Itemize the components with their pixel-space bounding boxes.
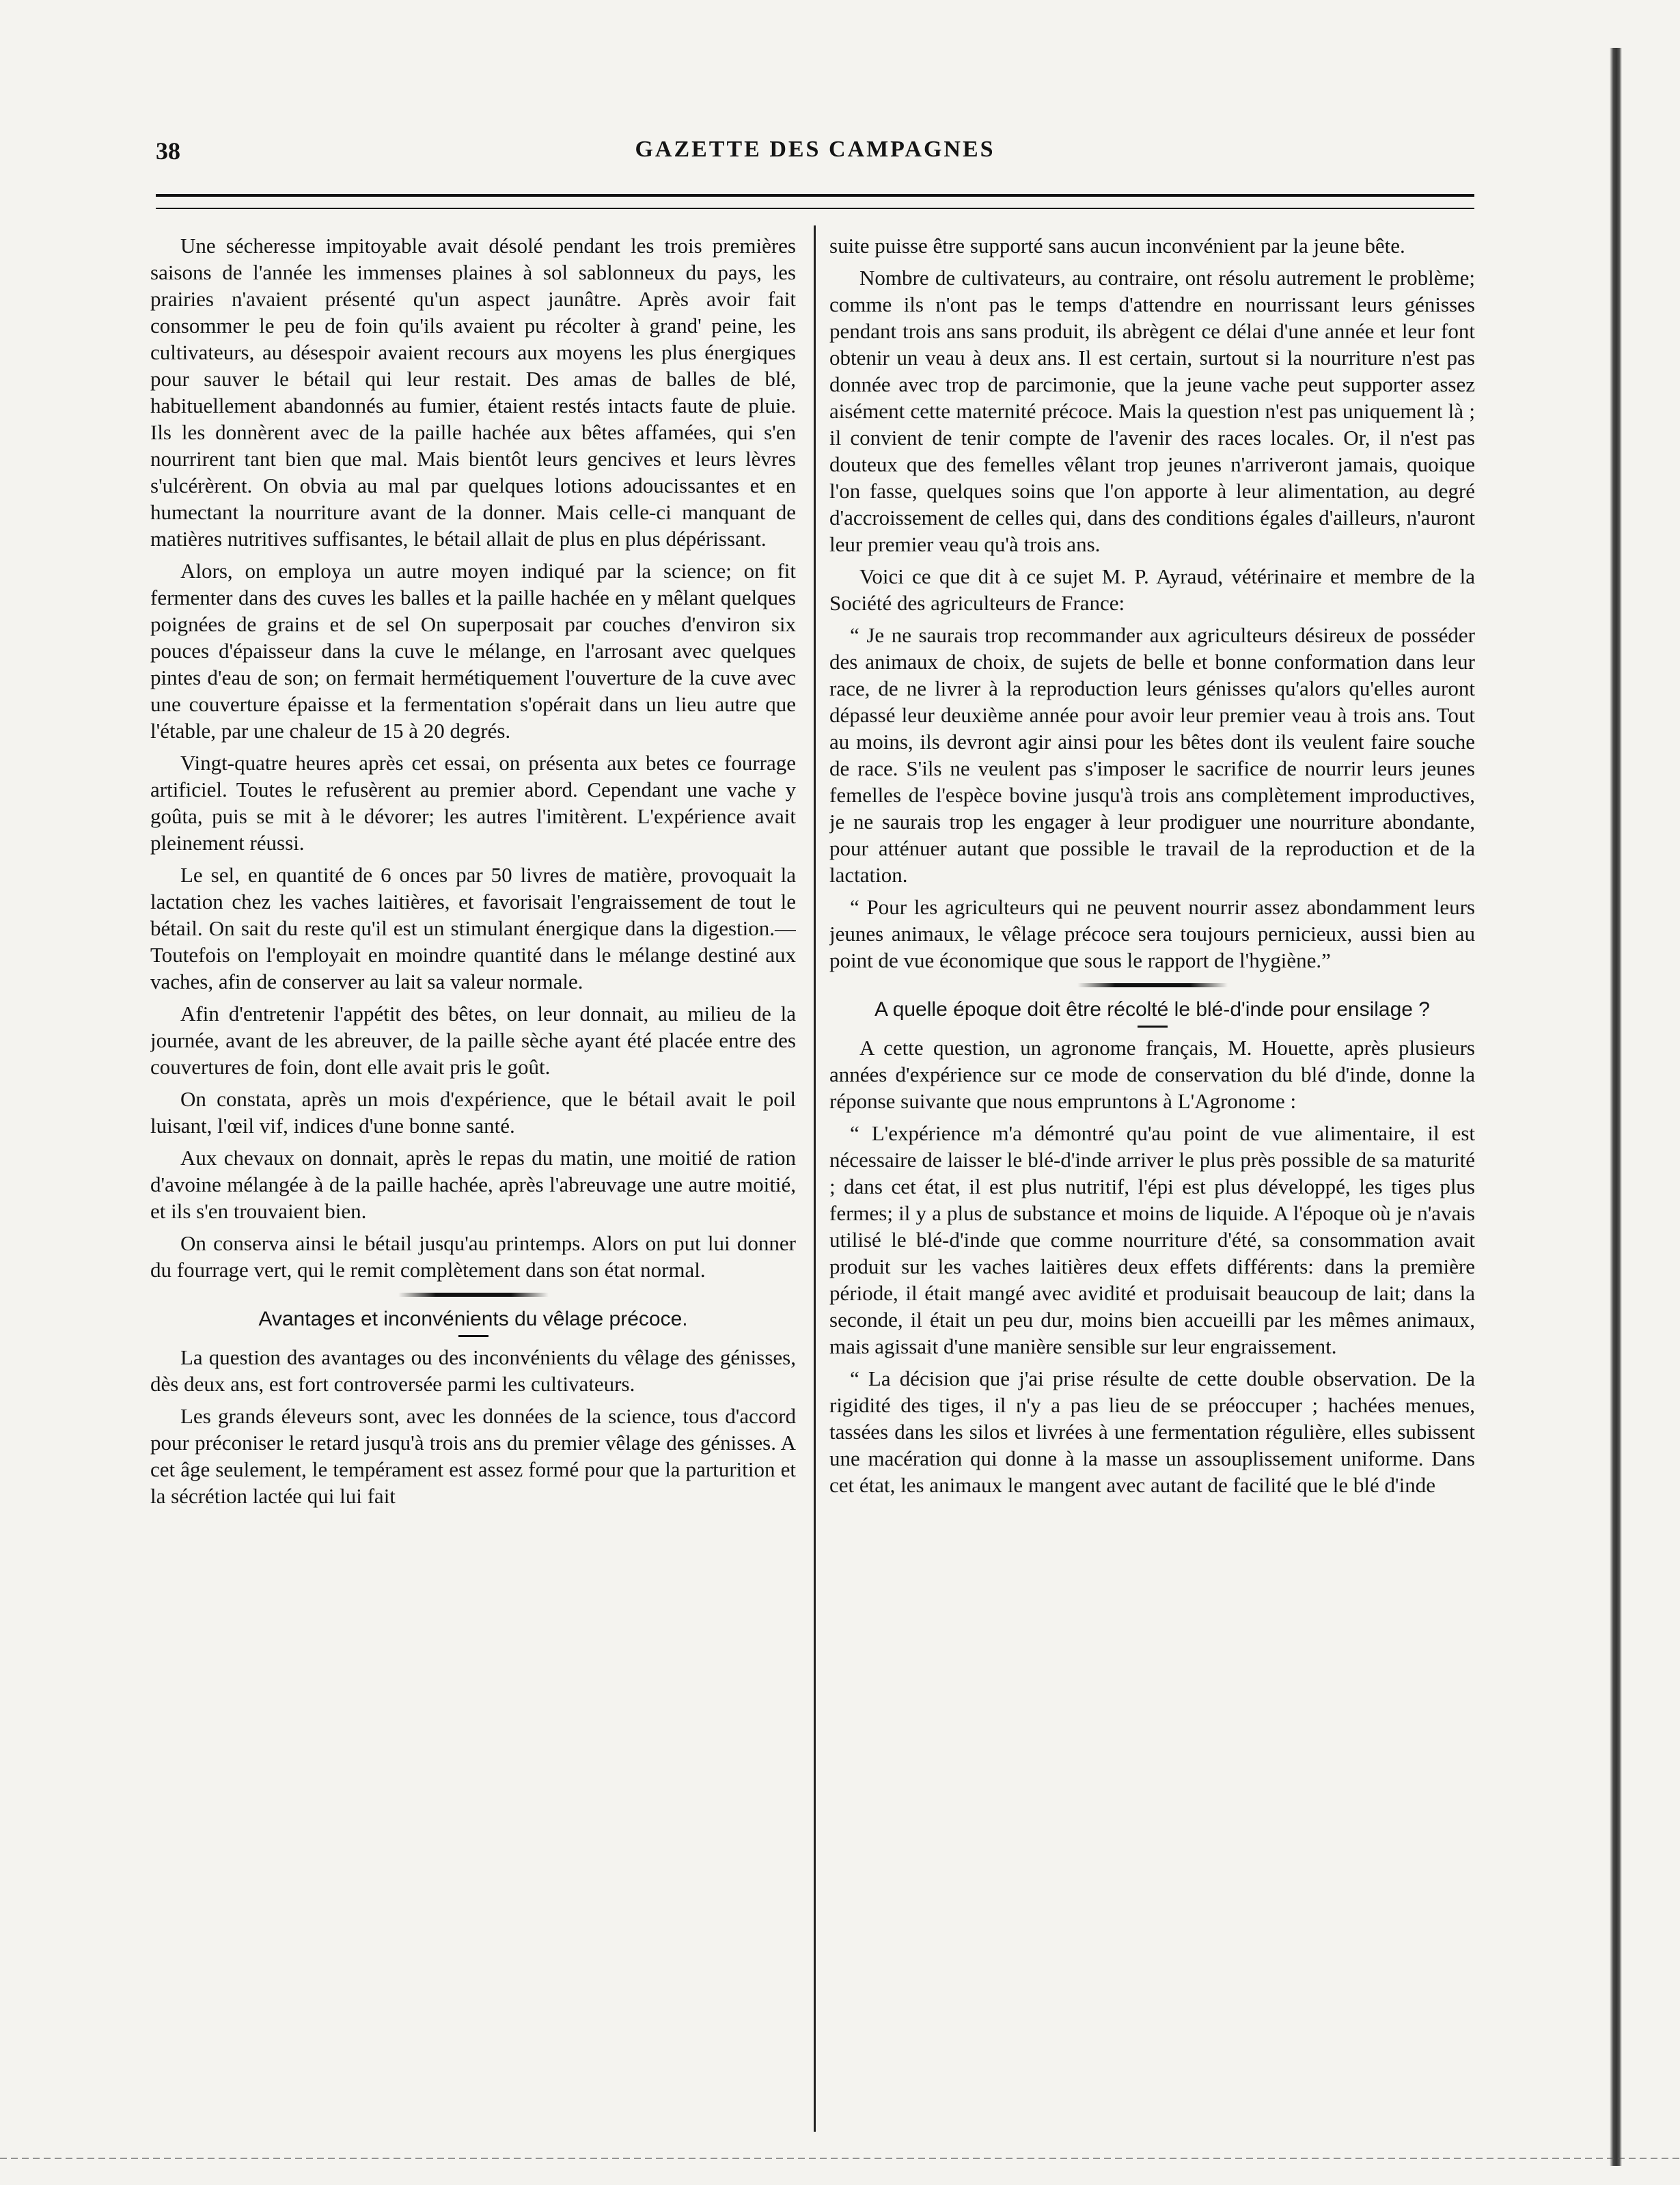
header-rule <box>156 194 1474 209</box>
paragraph: Le sel, en quantité de 6 onces par 50 livres de matière, provoquait la lactation chez les vaches laitières, et favorisait l'engraissement de tout le bétail. On sait du reste qu'il est un stimulant énergique dans la digestion.—Toutefois on l'employait en moindre quantité dans le mélange destiné aux vaches, afin de conserver au lait sa valeur normale. <box>150 863 796 993</box>
paragraph: On constata, après un mois d'expérience, que le bétail avait le poil luisant, l'œil vif, indices d'une bonne santé. <box>150 1087 796 1138</box>
paragraph: A cette question, un agronome français, M. Houette, après plusieurs années d'expérience sur ce mode de conservation du blé d'inde, donne la réponse suivante que nous empruntons à L'Agronome : <box>829 1036 1475 1113</box>
heading-dash <box>458 1335 488 1337</box>
heading-dash <box>1138 1026 1168 1028</box>
paragraph: On conserva ainsi le bétail jusqu'au printemps. Alors on put lui donner du fourrage vert, qui le remit complètement dans son état normal. <box>150 1231 796 1282</box>
paragraph: suite puisse être supporté sans aucun inconvénient par la jeune bête. <box>829 234 1405 258</box>
section-heading: Avantages et inconvénients du vêlage précoce. <box>258 1308 688 1330</box>
paragraph: Alors, on employa un autre moyen indiqué par la science; on fit fermenter dans des cuves les balles et la paille hachée en y mêlant quelques poignées de grains et de sel On superposait par couches d'environ six pouces d'épaisseur dans la cuve le mélange, en l'arrosant avec quelques pintes d'eau de son; on fermait hermétiquement l'ouverture de la cuve avec une couverture épaisse et la fermentation s'opérait dans un lieu autre que l'étable, par une chaleur de 15 à 20 degrés. <box>150 559 796 743</box>
quote-paragraph: “ L'expérience m'a démontré qu'au point de vue alimentaire, il est nécessaire de laisser le blé-d'inde arriver le plus près possible de sa maturité ; dans cet état, il est plus nutritif, l'épi est plus développé, les tiges plus fermes; il y a plus de substance et moins de liquide. A l'époque où je n'avais utilisé le blé-d'inde que comme nourriture d'été, sa consommation avait produit sur les vaches laitières deux effets différents: dans la première période, il était mangé avec avidité et produisait beaucoup de lait; dans la seconde, il était un peu dur, moins bien accueilli par les mêmes animaux, mais agissait d'une manière sensible sur leur engraissement. <box>829 1121 1475 1358</box>
page-number: 38 <box>156 137 180 165</box>
paragraph: Une sécheresse impitoyable avait désolé pendant les trois premières saisons de l'année les immenses plaines à sol sablonneux du pays, les prairies n'avaient présenté qu'un aspect jaunâtre. Après avoir fait consommer le peu de foin qu'ils avaient pu récolter à grand' peine, les cultivateurs, au désespoir avaient recours aux moyens les plus énergiques pour sauver le bétail qui leur restait. Des amas de balles de blé, habituellement abandonnés au fumier, étaient restés intacts faute de pluie. Ils les donnèrent avec de la paille hachée aux bêtes affamées, qui s'en nourrirent tant bien que mal. Mais bientôt leurs gencives et leurs lèvres s'ulcérèrent. On obvia au mal par quelques lotions adoucissantes et en humectant la nourriture avant de la donner. Mais celle-ci manquant de matières nutritives suffisantes, le bétail allait de plus en plus dépérissant. <box>150 234 796 551</box>
paragraph: Aux chevaux on donnait, après le repas du matin, une moitié de ration d'avoine mélangée à de la paille hachée, après l'abreuvage une autre moitié, et ils s'en trouvaient bien. <box>150 1146 796 1223</box>
page-binding-edge <box>1610 48 1622 2166</box>
quote-paragraph: “ La décision que j'ai prise résulte de cette double observation. De la rigidité des tiges, il n'y a pas lieu de se préoccuper ; hachées menues, tassées dans les silos et livrées à une fermentation régulière, elles subissent une macération qui donne à la masse un assouplissement uniforme. Dans cet état, les animaux le mangent avec autant de facilité que le blé d'inde <box>829 1366 1475 1497</box>
paragraph: Nombre de cultivateurs, au contraire, ont résolu autrement le problème; comme ils n'ont pas le temps d'attendre en nourrissant leurs génisses pendant trois ans sans produit, ils abrègent ce délai d'une année et leur font obtenir un veau à deux ans. Il est certain, surtout si la nourriture n'est pas donnée avec trop de parcimonie, que la jeune vache peut supporter assez aisément cette maternité précoce. Mais la question n'est pas uniquement là ; il convient de tenir compte de l'avenir des races locales. Or, il n'est pas douteux que des femelles vêlant trop jeunes n'arriveront jamais, quoique l'on fasse, quelques soins que l'on apporte à leur alimentation, au degré d'accroissement de celles qui, dans des conditions égales d'ailleurs, n'auront leur premier veau qu'à trois ans. <box>829 266 1475 556</box>
paragraph: Les grands éleveurs sont, avec les données de la science, tous d'accord pour préconiser le retard jusqu'à trois ans du premier vêlage des génisses. A cet âge seulement, le tempérament est assez formé pour que la parturition et la sécrétion lactée qui lui fait <box>150 1404 796 1508</box>
paragraph: Afin d'entretenir l'appétit des bêtes, on leur donnait, au milieu de la journée, avant de les abreuver, de la paille sèche ayant été placée entre des couvertures de foin, dont elle avait pris le goût. <box>150 1002 796 1079</box>
bottom-rule <box>0 2158 1680 2159</box>
running-title: GAZETTE DES CAMPAGNES <box>635 137 995 162</box>
left-column <box>150 232 796 2111</box>
paragraph: Voici ce que dit à ce sujet M. P. Ayraud, vétérinaire et membre de la Société des agriculteurs de France: <box>829 564 1475 615</box>
section-heading: A quelle époque doit être récolté le blé-d'inde pour ensilage ? <box>875 998 1430 1021</box>
quote-paragraph: “ Je ne saurais trop recommander aux agriculteurs désireux de posséder des animaux de choix, de sujets de belle et bonne conformation dans leur race, de ne livrer à la reproduction leurs génisses qu'alors qu'elles auront dépassé leur deuxième année pour avoir leur premier veau à trois ans. Tout au moins, ils devront agir ainsi pour les bêtes dont ils veulent faire souche de race. S'ils ne veulent pas s'imposer le sacrifice de nourrir leurs jeunes femelles de l'espèce bovine jusqu'à trois ans complètement improductives, je ne saurais trop les engager à leur prodiguer une nourriture abondante, pour atténuer autant que possible le travail de la reproduction et de la lactation. <box>829 623 1475 887</box>
section-separator <box>1077 983 1228 987</box>
section-separator <box>398 1293 549 1297</box>
right-column <box>829 232 1475 2111</box>
column-divider <box>814 225 816 2132</box>
page-header <box>156 137 1474 178</box>
paragraph: La question des avantages ou des inconvénients du vêlage des génisses, dès deux ans, est fort controversée parmi les cultivateurs. <box>150 1345 796 1396</box>
quote-paragraph: “ Pour les agriculteurs qui ne peuvent nourrir assez abondamment leurs jeunes animaux, le vêlage précoce sera toujours pernicieux, aussi bien au point de vue économique que sous le rapport de l'hygiène.” <box>829 895 1475 972</box>
paragraph: Vingt-quatre heures après cet essai, on présenta aux betes ce fourrage artificiel. Toutes le refusèrent au premier abord. Cependant une vache y goûta, puis se mit à le dévorer; les autres l'imitèrent. L'expérience avait pleinement réussi. <box>150 751 796 855</box>
